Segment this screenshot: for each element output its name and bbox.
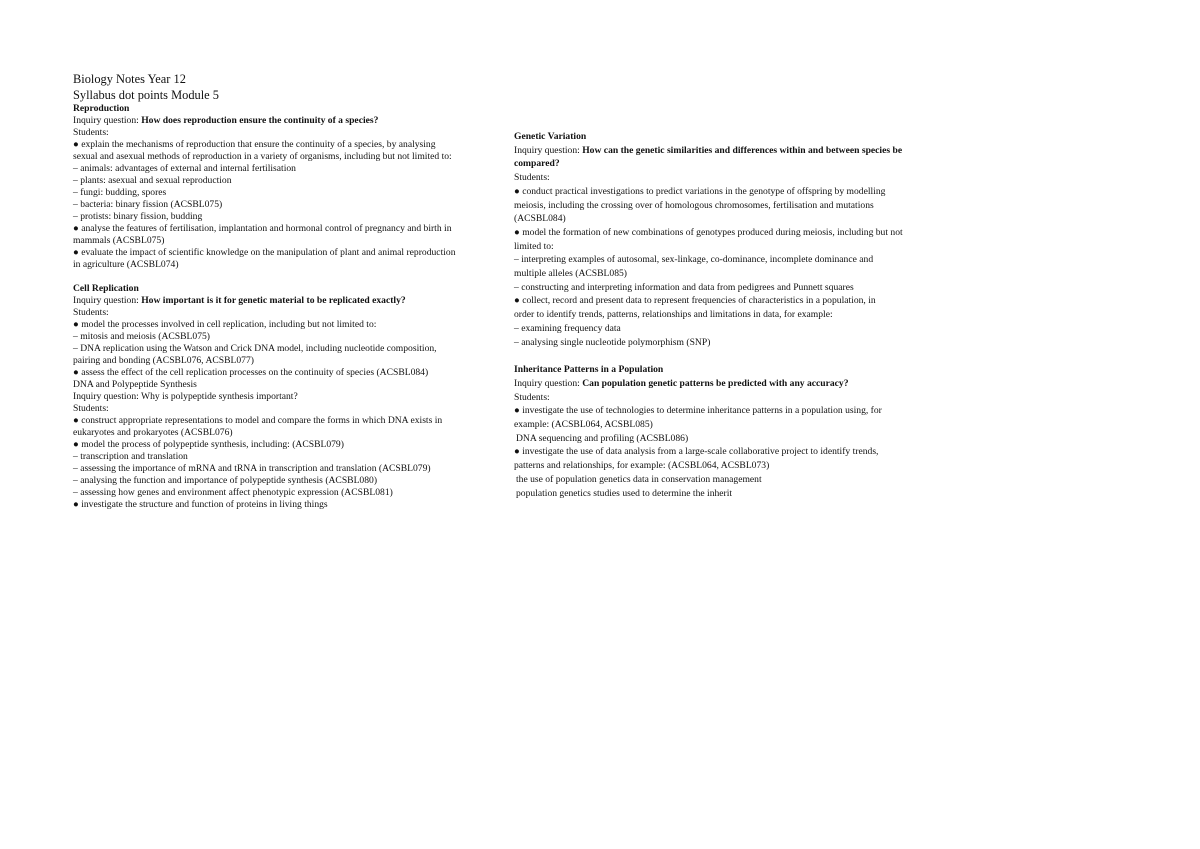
list-item: pairing and bonding (ACSBL076, ACSBL077): [73, 355, 254, 366]
document-title: Biology Notes Year 12: [73, 72, 186, 86]
list-item: multiple alleles (ACSBL085): [514, 268, 627, 280]
inquiry-label: Inquiry question:: [514, 377, 583, 389]
section-spacer: [514, 349, 924, 363]
inquiry-question-text: How can the genetic similarities and differences within and between species be: [582, 144, 903, 156]
list-item: ● investigate the use of technologies to determine inheritance patterns in a population using, for: [514, 405, 882, 417]
list-item: ● analyse the features of fertilisation, implantation and hormonal control of pregnancy and birth in: [73, 223, 452, 234]
list-item: population genetics studies used to determine the inherit: [516, 487, 733, 499]
list-item: ● model the processes involved in cell replication, including but not limited to:: [73, 319, 377, 330]
list-item: ● collect, record and present data to represent frequencies of characteristics in a population, in: [514, 295, 876, 307]
left-column: [73, 72, 473, 511]
list-item: – interpreting examples of autosomal, sex-linkage, co-dominance, incomplete dominance and: [514, 254, 874, 266]
inquiry-question-continued: compared?: [514, 158, 560, 170]
list-item: ● conduct practical investigations to predict variations in the genotype of offspring by modelling: [514, 185, 886, 197]
list-item: – constructing and interpreting information and data from pedigrees and Punnett squares: [514, 281, 854, 293]
inquiry-question: [514, 144, 924, 158]
inquiry-label: Inquiry question:: [73, 295, 142, 306]
list-item: eukaryotes and prokaryotes (ACSBL076): [73, 427, 233, 438]
list-item: ● investigate the structure and function of proteins in living things: [73, 499, 328, 510]
inquiry-question-text: Can population genetic patterns be predicted with any accuracy?: [582, 377, 849, 389]
section-spacer: [73, 271, 473, 283]
section-heading: Reproduction: [73, 103, 130, 114]
section-heading: Inheritance Patterns in a Population: [514, 364, 664, 376]
list-item: Students:: [73, 403, 109, 414]
list-item: ● construct appropriate representations to model and compare the forms in which DNA exists in: [73, 415, 443, 426]
list-item: ● explain the mechanisms of reproduction that ensure the continuity of a species, by analysing: [73, 139, 436, 150]
list-item: – analysing the function and importance of polypeptide synthesis (ACSBL080): [73, 475, 378, 486]
list-item: ● model the process of polypeptide synthesis, including: (ACSBL079): [73, 439, 344, 450]
right-column: [514, 130, 924, 500]
students-label: Students:: [514, 172, 550, 184]
inquiry-question-text: How important is it for genetic material to be replicated exactly?: [141, 295, 406, 306]
list-item: DNA sequencing and profiling (ACSBL086): [516, 432, 689, 444]
reproduction-section: [73, 103, 473, 271]
students-label: Students:: [73, 127, 109, 138]
list-item: – transcription and translation: [73, 451, 188, 462]
students-label: Students:: [514, 391, 550, 403]
list-item: ● evaluate the impact of scientific knowledge on the manipulation of plant and animal reproduction: [73, 247, 456, 258]
section-heading: Genetic Variation: [514, 131, 587, 142]
list-item: sexual and asexual methods of reproduction in a variety of organisms, including but not limited to:: [73, 151, 452, 162]
cell-replication-section: [73, 283, 473, 511]
list-item: – bacteria: binary fission (ACSBL075): [73, 199, 223, 210]
list-item: – fungi: budding, spores: [73, 187, 167, 198]
inheritance-patterns-section: [514, 363, 924, 500]
list-item: (ACSBL084): [514, 213, 566, 225]
list-item: order to identify trends, patterns, relationships and limitations in data, for example:: [514, 309, 833, 321]
list-item: ● model the formation of new combinations of genotypes produced during meiosis, including but not: [514, 226, 903, 238]
list-item: – protists: binary fission, budding: [73, 211, 203, 222]
list-item: – DNA replication using the Watson and Crick DNA model, including nucleotide composition,: [73, 343, 437, 354]
list-item: meiosis, including the crossing over of homologous chromosomes, fertilisation and mutations: [514, 199, 874, 211]
list-item: – plants: asexual and sexual reproduction: [73, 175, 232, 186]
inquiry-question-text: How does reproduction ensure the continuity of a species?: [141, 115, 379, 126]
genetic-variation-section: [514, 130, 924, 349]
list-item: example: (ACSBL064, ACSBL085): [514, 419, 653, 431]
list-item: – mitosis and meiosis (ACSBL075): [73, 331, 210, 342]
list-item: – assessing the importance of mRNA and tRNA in transcription and translation (ACSBL079): [73, 463, 431, 474]
students-label: Students:: [73, 307, 109, 318]
list-item: the use of population genetics data in conservation management: [516, 473, 762, 485]
list-item: mammals (ACSBL075): [73, 235, 165, 246]
list-item: patterns and relationships, for example: (ACSBL064, ACSBL073): [514, 460, 770, 472]
inquiry-label: Inquiry question:: [73, 115, 142, 126]
list-item: Inquiry question: Why is polypeptide synthesis important?: [73, 391, 298, 402]
section-heading: Cell Replication: [73, 283, 139, 294]
list-item: DNA and Polypeptide Synthesis: [73, 379, 197, 390]
list-item: limited to:: [514, 240, 554, 252]
list-item: – analysing single nucleotide polymorphism (SNP): [514, 336, 711, 348]
list-item: – animals: advantages of external and internal fertilisation: [73, 163, 296, 174]
inquiry-question: [73, 295, 473, 307]
list-item: ● assess the effect of the cell replication processes on the continuity of species (ACSBL084): [73, 367, 429, 378]
list-item: ● investigate the use of data analysis from a large-scale collaborative project to identify trends,: [514, 446, 879, 458]
document-subtitle: Syllabus dot points Module 5: [73, 87, 219, 102]
inquiry-question: [514, 377, 924, 391]
inquiry-question: [73, 115, 473, 127]
list-item: – assessing how genes and environment affect phenotypic expression (ACSBL081): [73, 487, 393, 498]
inquiry-label: Inquiry question:: [514, 144, 583, 156]
list-item: in agriculture (ACSBL074): [73, 259, 179, 270]
list-item: – examining frequency data: [514, 322, 621, 334]
